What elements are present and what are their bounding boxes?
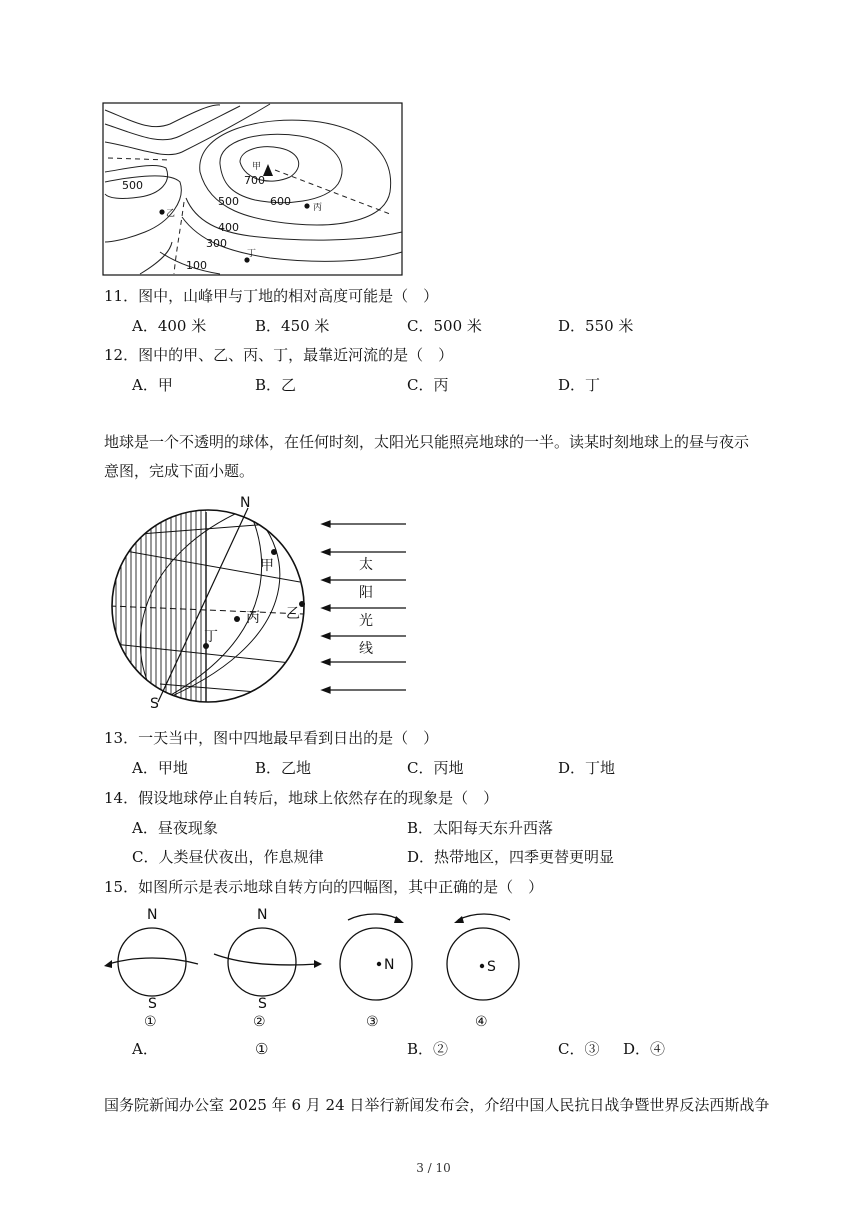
- question-14: 14．假设地球停止自转后，地球上依然存在的现象是（ ）: [104, 789, 499, 807]
- q15-option-a-letter[interactable]: A．: [132, 1040, 158, 1058]
- contour-label: 600: [270, 195, 291, 208]
- globe-label-south: S: [150, 696, 159, 712]
- day-night-globe-figure: [100, 494, 420, 712]
- point-bing: [304, 203, 309, 208]
- globe-circle-4: [447, 928, 519, 1000]
- contour-map-figure: [100, 102, 404, 277]
- q14-option-c[interactable]: C．人类昼伏夜出，作息规律: [132, 848, 324, 866]
- point-label-yi: 乙: [166, 209, 176, 219]
- valley-line: [174, 202, 184, 274]
- sunlight-label-char: 阳: [359, 585, 373, 601]
- globe-point-bing: [234, 616, 240, 622]
- pole-dot: [480, 964, 484, 968]
- q14-option-a[interactable]: A．昼夜现象: [132, 819, 218, 837]
- fig4-center-label: S: [487, 959, 496, 975]
- sunlight-label-char: 太: [359, 557, 373, 573]
- fig4-number: ④: [475, 1014, 488, 1030]
- globe-label-yi: 乙: [286, 606, 300, 622]
- sunlight-label-char: 光: [359, 613, 373, 629]
- q11-option-a[interactable]: A．400 米: [132, 317, 207, 335]
- q12-option-b[interactable]: B．乙: [255, 376, 297, 394]
- fig1-bottom-label: S: [148, 996, 157, 1012]
- fig2-bottom-label: S: [258, 996, 267, 1012]
- rotation-arrow-4: [458, 914, 510, 920]
- contour-line: [140, 242, 172, 274]
- contour-label: 500: [218, 195, 239, 208]
- globe-circle-1: [118, 928, 186, 996]
- fig1-number: ①: [144, 1014, 157, 1030]
- q13-option-a[interactable]: A．甲地: [132, 759, 188, 777]
- point-label-jia: 甲: [252, 162, 262, 172]
- fig3-center-label: N: [384, 957, 395, 973]
- q12-option-a[interactable]: A．甲: [132, 376, 173, 394]
- contour-label: 400: [218, 221, 239, 234]
- contour-line: [105, 104, 270, 155]
- globe-label-north: N: [240, 495, 251, 511]
- contour-label: 300: [206, 237, 227, 250]
- q11-option-c[interactable]: C．500 米: [407, 317, 482, 335]
- q13-option-b[interactable]: B．乙地: [255, 759, 312, 777]
- q15-option-d[interactable]: D．④: [623, 1040, 666, 1058]
- fig2-top-label: N: [257, 907, 268, 923]
- q13-option-c[interactable]: C．丙地: [407, 759, 464, 777]
- contour-line: [220, 134, 342, 202]
- fig3-number: ③: [366, 1014, 379, 1030]
- contour-label: 500: [122, 179, 143, 192]
- globe-label-ding: 丁: [204, 629, 218, 645]
- pole-dot: [377, 962, 381, 966]
- q11-option-b[interactable]: B．450 米: [255, 317, 330, 335]
- point-label-ding: 丁: [247, 249, 257, 259]
- q11-option-d[interactable]: D．550 米: [558, 317, 634, 335]
- q15-option-a-value[interactable]: ①: [255, 1040, 269, 1058]
- q15-option-b[interactable]: B．②: [407, 1040, 449, 1058]
- q12-option-d[interactable]: D．丁: [558, 376, 601, 394]
- q12-option-c[interactable]: C．丙: [407, 376, 449, 394]
- contour-line: [105, 105, 220, 127]
- rotation-figures: [96, 902, 536, 1030]
- arrowhead-icon: [314, 960, 322, 968]
- intro-line-2: 意图，完成下面小题。: [104, 462, 255, 480]
- fig2-number: ②: [253, 1014, 266, 1030]
- question-15: 15．如图所示是表示地球自转方向的四幅图，其中正确的是（ ）: [104, 878, 544, 896]
- arrowhead-icon: [104, 960, 112, 968]
- q13-option-d[interactable]: D．丁地: [558, 759, 616, 777]
- contour-label: 100: [186, 259, 207, 272]
- rotation-arrow-3: [348, 914, 400, 920]
- contour-label: 700: [244, 174, 265, 187]
- q14-option-d[interactable]: D．热带地区，四季更替更明显: [407, 848, 615, 866]
- globe-point-jia: [271, 549, 277, 555]
- night-side: [110, 504, 206, 712]
- arrowhead-icon: [394, 916, 404, 923]
- globe-label-jia: 甲: [260, 558, 274, 574]
- ridge-line: [108, 158, 170, 160]
- question-12: 12．图中的甲、乙、丙、丁，最靠近河流的是（ ）: [104, 346, 454, 364]
- sunlight-label-char: 线: [359, 641, 373, 657]
- rotation-arrow-2: [214, 954, 318, 965]
- globe-circle-3: [340, 928, 412, 1000]
- question-11: 11．图中，山峰甲与丁地的相对高度可能是（ ）: [104, 287, 439, 305]
- ridge-line: [275, 170, 390, 214]
- point-yi: [159, 209, 164, 214]
- intro-line-1: 地球是一个不透明的球体，在任何时刻，太阳光只能照亮地球的一半。读某时刻地球上的昼与夜示: [104, 433, 750, 451]
- arrowhead-icon: [454, 916, 464, 923]
- fig1-top-label: N: [147, 907, 158, 923]
- next-passage-line-1: 国务院新闻办公室 2025 年 6 月 24 日举行新闻发布会，介绍中国人民抗日战争暨世界反法西斯战争: [104, 1096, 770, 1114]
- point-label-bing: 丙: [313, 203, 323, 213]
- question-13: 13．一天当中，图中四地最早看到日出的是（ ）: [104, 729, 439, 747]
- page-number: 3 / 10: [416, 1161, 451, 1175]
- rotation-arrow-1: [108, 958, 198, 964]
- q15-option-c[interactable]: C．③: [558, 1040, 600, 1058]
- globe-label-bing: 丙: [246, 610, 260, 626]
- q14-option-b[interactable]: B．太阳每天东升西落: [407, 819, 554, 837]
- globe-circle-2: [228, 928, 296, 996]
